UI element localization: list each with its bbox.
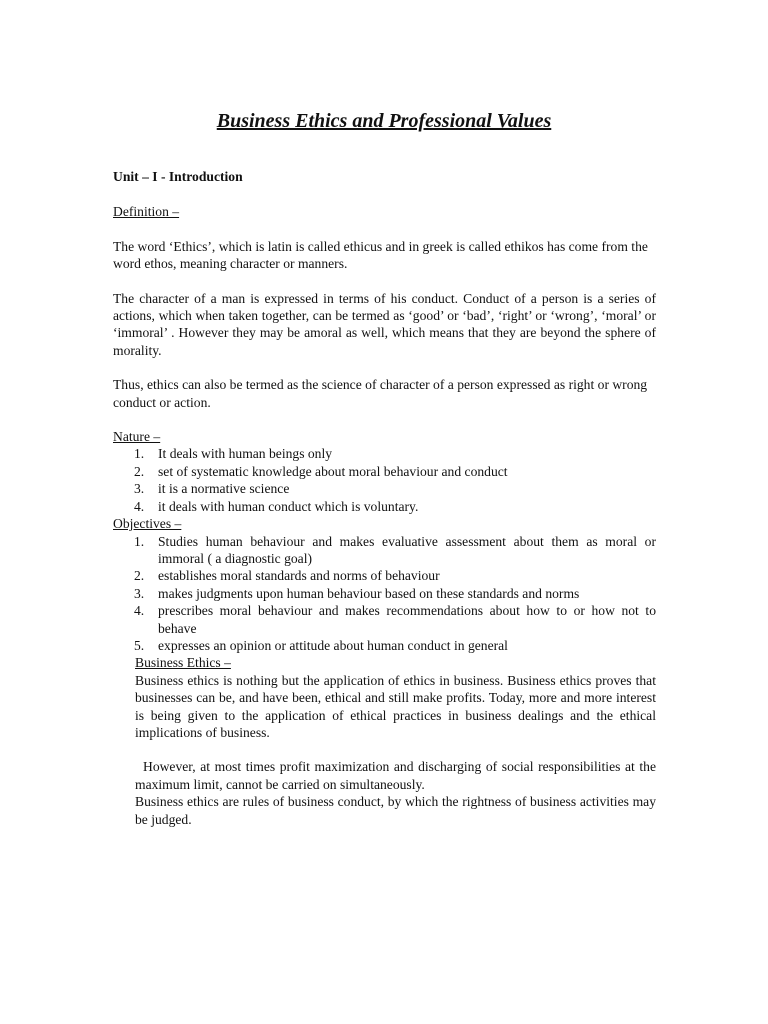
definition-paragraph: Thus, ethics can also be termed as the science of character of a person expressed as right or wrong conduct or action.: [113, 377, 648, 410]
list-text: makes judgments upon human behaviour based on these standards and norms: [158, 585, 580, 601]
list-number: 2.: [134, 463, 145, 479]
list-item: [113, 480, 656, 497]
list-number: 3.: [134, 585, 145, 601]
business-ethics-paragraph: However, at most times profit maximization and discharging of social responsibilities at the maximum limit, cannot be carried on simultaneously.: [135, 759, 656, 792]
list-number: 1.: [134, 533, 145, 549]
business-ethics-paragraph: Business ethics is nothing but the application of ethics in business. Business ethics proves that businesses can be, and have been, ethical and still make profits. Today, more and more interest is being given to the application of ethical practices in business dealings and the ethical implications of business.: [135, 672, 656, 740]
list-item: [113, 533, 656, 568]
list-item: [113, 445, 656, 462]
objectives-heading: Objectives –: [113, 516, 182, 532]
list-text: it deals with human conduct which is voluntary.: [158, 498, 419, 514]
document-body: [113, 168, 656, 828]
list-number: 2.: [134, 568, 145, 584]
definition-heading: Definition –: [113, 204, 180, 220]
nature-list: [113, 445, 656, 515]
list-text: Studies human behaviour and makes evaluative assessment about them as moral or immoral ( a diagnostic goal): [158, 533, 656, 566]
objectives-list: [113, 533, 656, 655]
list-item: [113, 585, 656, 602]
list-text: set of systematic knowledge about moral behaviour and conduct: [158, 463, 508, 479]
unit-heading: Unit – I - Introduction: [113, 169, 243, 184]
definition-paragraph: The word ‘Ethics’, which is latin is called ethicus and in greek is called ethikos has come from the word ethos, meaning character or manners.: [113, 238, 648, 272]
list-item: [113, 463, 656, 480]
nature-heading: Nature –: [113, 429, 161, 445]
list-number: 4.: [134, 603, 145, 619]
business-ethics-paragraph: Business ethics are rules of business conduct, by which the rightness of business activities may be judged.: [135, 794, 656, 827]
list-text: establishes moral standards and norms of behaviour: [158, 568, 440, 584]
list-item: [113, 567, 656, 584]
list-number: 4.: [134, 498, 145, 514]
list-number: 3.: [134, 481, 145, 497]
business-ethics-section: [135, 654, 656, 828]
list-item: [113, 498, 656, 515]
list-text: It deals with human beings only: [158, 446, 333, 462]
list-number: 1.: [134, 446, 145, 462]
definition-paragraph: The character of a man is expressed in terms of his conduct. Conduct of a person is a series of actions, which when taken together, can be termed as ‘good’ or ‘bad’, ‘right’ or ‘wrong’, ‘moral’ or ‘immoral’ . However they may be amoral as well, which means that they are beyond the sphere of morality.: [113, 290, 656, 358]
list-text: prescribes moral behaviour and makes recommendations about how to or how not to behave: [158, 603, 656, 636]
list-text: it is a normative science: [158, 481, 290, 497]
document-title: Business Ethics and Professional Values: [216, 110, 552, 132]
list-text: expresses an opinion or attitude about human conduct in general: [158, 637, 508, 653]
list-item: [113, 637, 656, 654]
list-item: [113, 602, 656, 637]
list-number: 5.: [134, 637, 145, 653]
business-ethics-heading: Business Ethics –: [135, 655, 231, 671]
